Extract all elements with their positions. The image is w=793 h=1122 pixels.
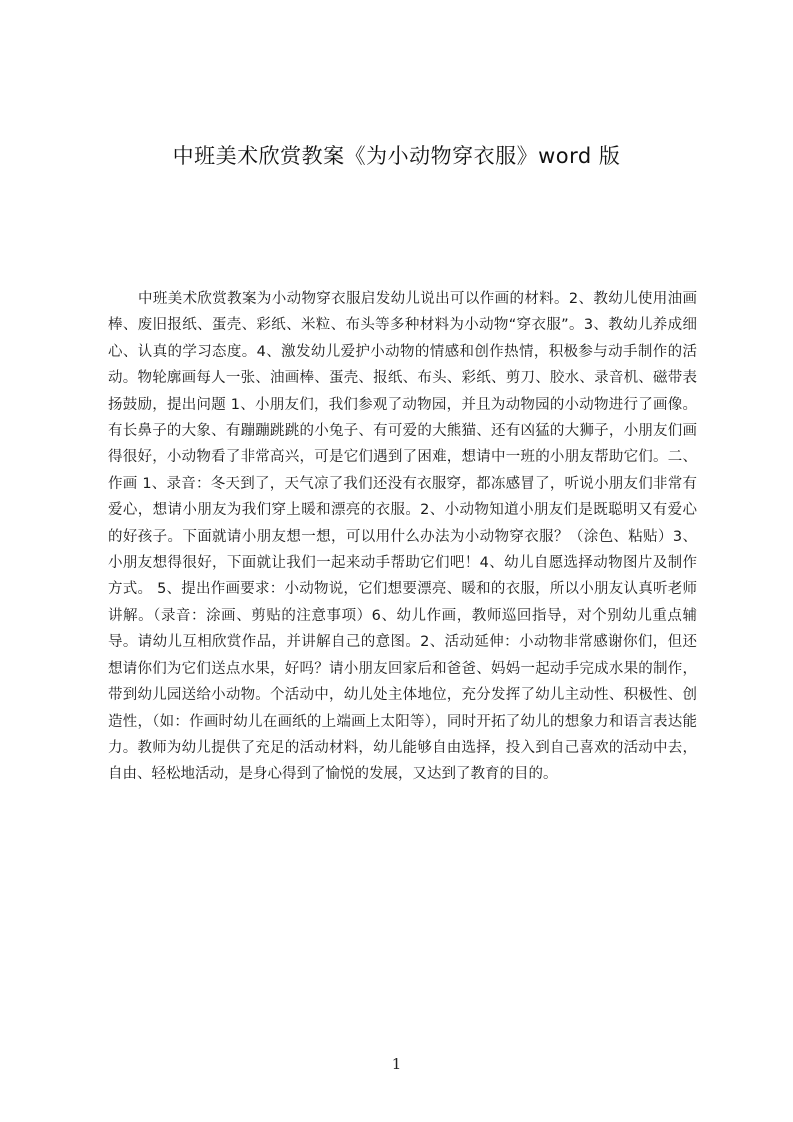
document-title: 中班美术欣赏教案《为小动物穿衣服》word 版 xyxy=(172,144,621,168)
document-body-paragraph: 中班美术欣赏教案为小动物穿衣服启发幼儿说出可以作画的材料。2、教幼儿使用油画棒、废旧报纸、蛋壳、彩纸、米粒、布头等多种材料为小动物“穿衣服”。3、教幼儿养成细心、认真的学习态度。4、激发幼儿爱护小动物的情感和创作热情，积极参与动手制作的活动。物轮廓画每人一张、油画棒、蛋壳、报纸、布头、彩纸、剪刀、胶水、录音机、磁带表扬鼓励，提出问题 1、小朋友们，我们参观了动物园，并且为动物园的小动物进行了画像。有长鼻子的大象、有蹦蹦跳跳的小兔子、有可爱的大熊猫、还有凶猛的大狮子，小朋友们画得很好，小动物看了非常高兴，可是它们遇到了困难，想请中一班的小朋友帮助它们。二、作画 1、录音：冬天到了，天气凉了我们还没有衣服穿，都冻感冒了，听说小朋友们非常有爱心，想请小朋友为我们穿上暖和漂亮的衣服。2、小动物知道小朋友们是既聪明又有爱心的好孩子。下面就请小朋友想一想，可以用什么办法为小动物穿衣服？（涂色、粘贴）3、小朋友想得很好，下面就让我们一起来动手帮助它们吧！4、幼儿自愿选择动物图片及制作方式。 5、提出作画要求：小动物说，它们想要漂亮、暖和的衣服，所以小朋友认真听老师讲解。（录音：涂画、剪贴的注意事项）6、幼儿作画，教师巡回指导，对个别幼儿重点辅导。请幼儿互相欣赏作品，并讲解自己的意图。2、活动延伸：小动物非常感谢你们，但还想请你们为它们送点水果，好吗？请小朋友回家后和爸爸、妈妈一起动手完成水果的制作，带到幼儿园送给小动物。个活动中，幼儿处主体地位，充分发挥了幼儿主动性、积极性、创造性，（如：作画时幼儿在画纸的上端画上太阳等），同时开拓了幼儿的想象力和语言表达能力。教师为幼儿提供了充足的活动材料，幼儿能够自由选择，投入到自己喜欢的活动中去，自由、轻松地活动，是身心得到了愉悦的发展，又达到了教育的目的。 xyxy=(108,291,697,783)
page-number: 1 xyxy=(391,1055,402,1073)
